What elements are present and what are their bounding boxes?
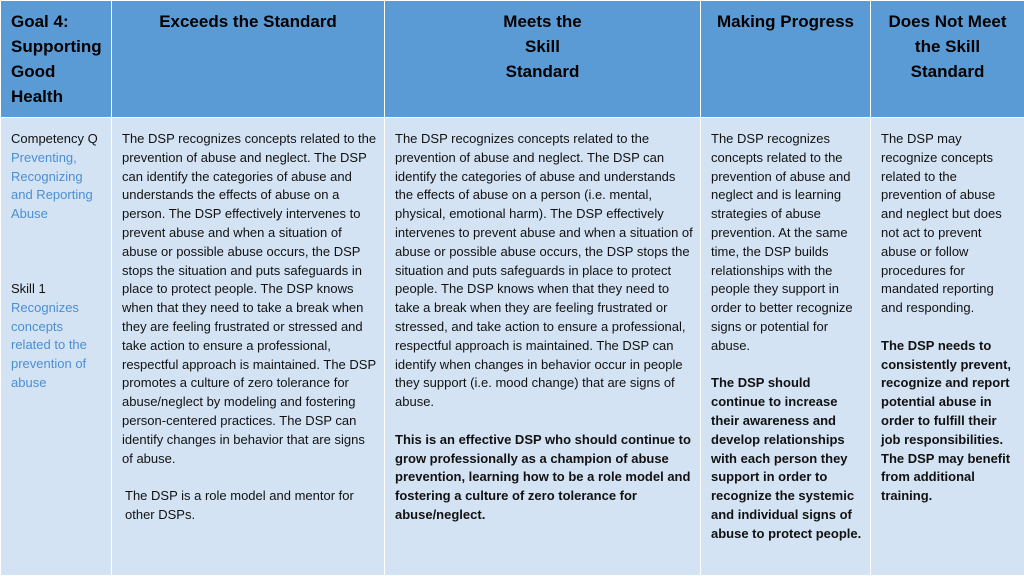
progress-bold-para — [711, 374, 864, 543]
competency-title: Preventing, Recognizing and Reporting Abuse — [11, 149, 93, 222]
skill-title: Recognizes concepts related to the prevention of abuse — [11, 299, 87, 390]
exceeds-cell — [112, 118, 385, 576]
not-meet-header: Does Not Meet the Skill Standard — [871, 1, 1024, 118]
progress-header: Making Progress — [701, 1, 871, 118]
progress-cell — [701, 118, 871, 576]
competency-cell — [1, 118, 112, 576]
skill-label — [11, 280, 105, 393]
header-row — [1, 1, 1024, 118]
meets-bold: This is an effective DSP who should continue to grow professionally as a champion of abuse prevention, learning how to be a role model and fostering a culture of zero tolerance for abuse/neglect. — [395, 431, 691, 522]
exceeds-text: The DSP recognizes concepts related to the prevention of abuse and neglect. The DSP can identify the categories of abuse and understands the effects of abuse on a person. The DSP effectively intervenes to prevent abuse and when a situation of abuse or possible abuse occurs, the DSP stops the situation and puts safeguards in place to protect people. The DSP knows when that they need to take a break when they are feeling frustrated or stressed and take action to ensure a professional, respectful approach is maintained. The DSP promotes a culture of zero tolerance for abuse/neglect by modeling and fostering person-centered practices. The DSP can identify changes in behavior that are signs of abuse. — [122, 131, 377, 466]
meets-header: Meets the Skill Standard — [385, 1, 701, 118]
meets-bold-para — [395, 431, 694, 525]
meets-text: The DSP recognizes concepts related to the prevention of abuse and neglect. The DSP can identify the categories of abuse and understands the effects of abuse on a person (i.e. mental, physical, emotional harm). The DSP effectively intervenes to prevent abuse and when a situation of abuse or possible abuse occurs, the DSP stops the situation and puts safeguards in place to protect people. The DSP knows when that they need to take a break when they are feeling frustrated or stressed, and take action to ensure a professional, respectful approach is maintained. The DSP can identify when changes in behavior occur in people they support (i.e. mood change) that are signs of abuse. — [395, 131, 693, 410]
progress-text: The DSP recognizes concepts related to the prevention of abuse and neglect and is learning strategies of abuse prevention. At the same time, the DSP builds relationships with the people they support in order to better recognize signs or potential for abuse. — [711, 131, 853, 353]
not-meet-cell — [871, 118, 1024, 576]
competency-label — [11, 130, 105, 224]
content-row — [1, 118, 1024, 576]
progress-bold: The DSP should continue to increase their awareness and develop relationships with each person they support in order to recognize the systemic and individual signs of abuse to protect people. — [711, 375, 862, 541]
not-meet-bold: The DSP needs to consistently prevent, recognize and report potential abuse in order to fulfill their job responsibilities. The DSP may benefit from additional training. — [881, 337, 1012, 504]
not-meet-text: The DSP may recognize concepts related to the prevention of abuse and neglect but does not act to prevent abuse or follow procedures for mandated reporting and responding. — [881, 131, 1002, 316]
meets-cell — [385, 118, 701, 576]
competency-prefix: Competency Q — [11, 131, 98, 146]
exceeds-header: Exceeds the Standard — [112, 1, 385, 118]
goal-header: Goal 4: Supporting Good Health — [1, 1, 112, 118]
exceeds-extra: The DSP is a role model and mentor for other DSPs. — [125, 488, 354, 522]
skill-prefix: Skill 1 — [11, 280, 46, 296]
not-meet-bold-para — [881, 337, 1018, 506]
